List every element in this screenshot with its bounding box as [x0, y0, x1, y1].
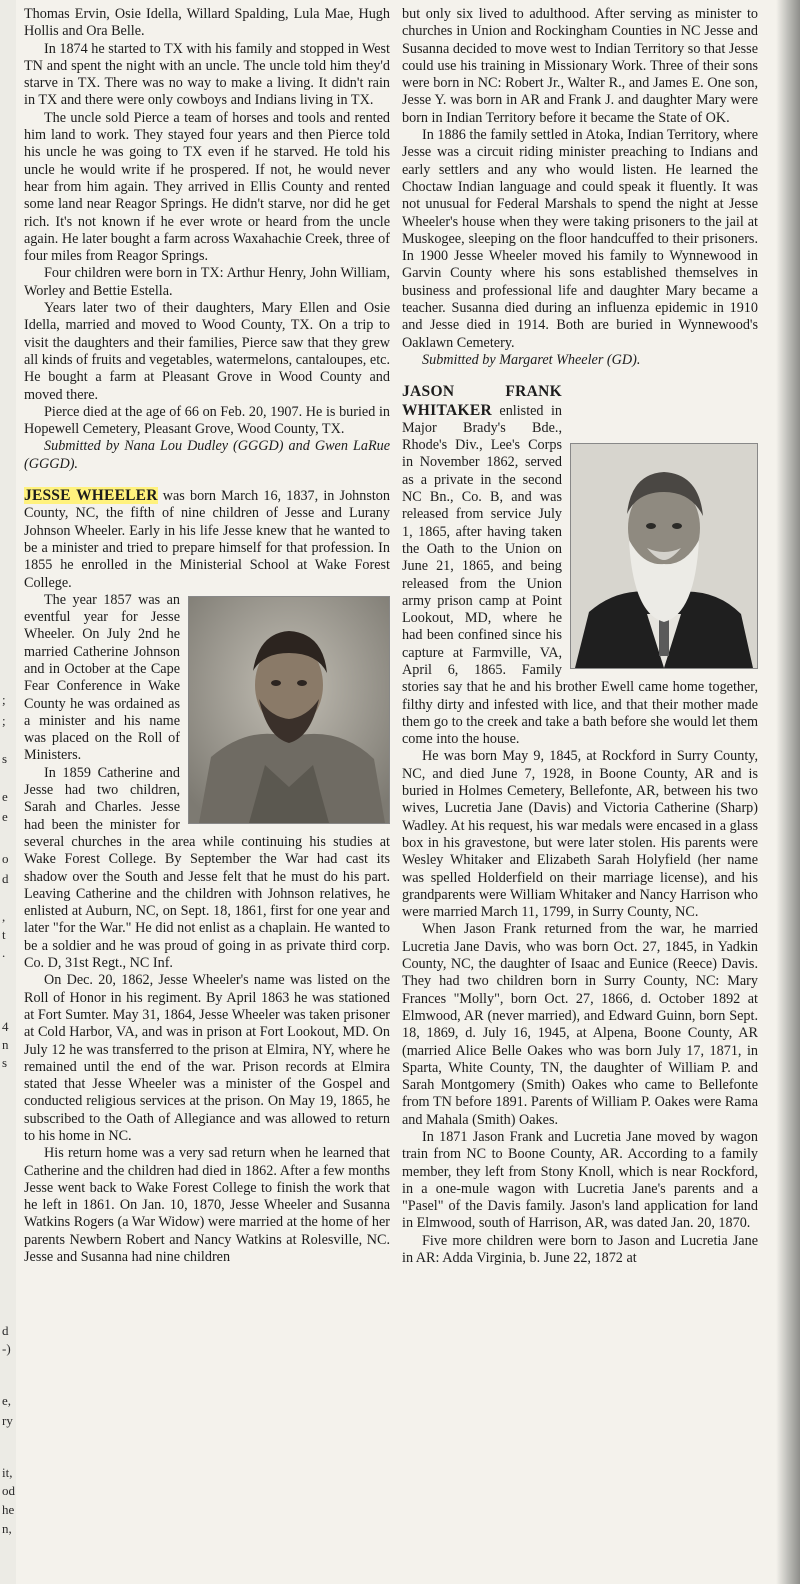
- right-column: [402, 6, 758, 1267]
- left-edge-margin: [0, 0, 16, 1584]
- edge-fragment: t: [2, 927, 6, 942]
- paragraph: The uncle sold Pierce a team of horses and tools and rented him land to work. They stayed four years and then Pierce told his uncle he was going to TX even if he starved. He told his uncle he would write if he prospered. If not, he would never hear from him again. They arrived in Ellis County and rented some land near Reagor Springs. He didn't starve, nor did he get rich. It's not known if he ever wrote or heard from the uncle again. He later bought a farm across Waxahachie Creek, three of four miles from Reagor Springs.: [24, 109, 390, 265]
- edge-fragment: e,: [2, 1393, 12, 1408]
- portrait-photo-jesse-wheeler: [188, 596, 390, 824]
- edge-fragment: d: [2, 871, 9, 886]
- paragraph: Years later two of their daughters, Mary Ellen and Osie Idella, married and moved to Wood County, TX. On a trip to visit the daughters and their families, Pierce saw that they grew all kinds of fruits and vegetables, watermelons, cantaloupes, etc. He bought a farm at Pleasant Grove in Wood County and moved there.: [24, 300, 390, 403]
- bio-intro-text: was born March 16, 1837, in Johnston County, NC, the fifth of nine children of Jesse and Lurany Johnson Wheeler. Early in his life Jesse knew that he wanted to be a minister and tried to prepare himself for that profession. In 1855 he enrolled in the Ministerial School at Wake Forest College.: [24, 488, 390, 591]
- paragraph: On Dec. 20, 1862, Jesse Wheeler's name was listed on the Roll of Honor in his regiment. By April 1863 he was stationed at Fort Sumter. May 31, 1864, Jesse Wheeler was taken prisoner at Cold Harbor, VA, and was in prison at Fort Lookout, MD. On July 12 he was transferred to the prison at Elmira, NY, where he remained until the end of the war. Prison records at Elmira stated that Jesse Wheeler was a minister of the Gospel and conducted religious services at the prison. On May 19, 1865, he subscribed to the Oath of Allegiance and was allowed to return to his home in NC.: [24, 972, 390, 1144]
- page-gutter-shadow: [776, 0, 800, 1584]
- paragraph: Thomas Ervin, Osie Idella, Willard Spalding, Lula Mae, Hugh Hollis and Ora Belle.: [24, 6, 390, 40]
- edge-fragment: n: [2, 1037, 9, 1052]
- edge-fragment: -): [2, 1341, 11, 1356]
- edge-fragment: ,: [2, 909, 6, 924]
- edge-fragment: ;: [2, 713, 6, 728]
- edge-fragment: n,: [2, 1521, 12, 1536]
- edge-fragment: e: [2, 789, 8, 804]
- highlighted-name: JESSE WHEELER: [24, 487, 158, 505]
- bio-entry-jesse-wheeler: [24, 487, 390, 592]
- paragraph: In 1874 he started to TX with his family and stopped in West TN and spent the night with an uncle. The uncle told him they'd starve in TX. There was no way to make a living. It didn't rain in TX and there were only cowboys and Indians living in TX.: [24, 40, 390, 109]
- edge-fragment: ;: [2, 692, 6, 707]
- paragraph: Five more children were born to Jason and Lucretia Jane in AR: Adda Virginia, b. June 22, 1872 at: [402, 1232, 758, 1267]
- left-column: [24, 6, 390, 1266]
- bio-intro-text: enlisted in Major Brady's Bde., Rhode's Div., Lee's Corps in November 1862, served as a private in the second NC Bn., Co. B, and was released from service July 1, 1865, after having taken the Oath to the Union on June 21, 1865, and being released from the Union army prison camp at Point Lookout, MD, where he had been confined since his capture at Farmville, VA, April 6, 1865. Family stories say that he and his brother Ewell came home together, filthy dirty and infested with lice, and that their mother made them go to the creek and take a bath before she would let them come into the house.: [402, 402, 758, 748]
- edge-fragment: o: [2, 851, 9, 866]
- edge-fragment: 4: [2, 1019, 9, 1034]
- portrait-illustration: [571, 444, 757, 668]
- edge-fragment: e: [2, 809, 8, 824]
- edge-fragment: .: [2, 945, 6, 960]
- paragraph: In 1886 the family settled in Atoka, Indian Territory, where Jesse was a circuit riding minister preaching to Indians and early settlers and any who would listen. He learned the Choctaw Indian language and could speak it fluently. It was not unusual for Federal Marshals to spend the night at Jesse Wheeler's house when they were taking prisoners to the jail at Muskogee, sleeping on the floor handcuffed to their prisoners. In 1900 Jesse Wheeler moved his family to Wynnewood in Garvin County where his sons established themselves in business and professional life and daughter Mary became a teacher. Susanna died during an influenza epidemic in 1910 and Jesse died in 1914. Both are buried in Wynnewood's Oaklawn Cemetery.: [402, 127, 758, 351]
- edge-fragment: ry: [2, 1413, 13, 1428]
- paragraph: His return home was a very sad return when he learned that Catherine and the children had died in 1862. After a few months Jesse went back to Wake Forest College to finish the work that he left in 1861. On Jan. 10, 1870, Jesse Wheeler and Susanna Watkins Rogers (a War Widow) were married at the home of her parents Newbern Robert and Nancy Watkins at Rolesville, NC. Jesse and Susanna had nine children: [24, 1145, 390, 1266]
- paragraph: Four children were born in TX: Arthur Henry, John William, Worley and Bettie Estella.: [24, 265, 390, 299]
- portrait-illustration: [189, 597, 389, 823]
- portrait-photo-jason-whitaker: [570, 443, 758, 669]
- edge-fragment: d: [2, 1323, 9, 1338]
- edge-fragment: s: [2, 751, 8, 766]
- bio-name-heading: JASON FRANK WHITAKER: [402, 383, 562, 419]
- paragraph: In 1871 Jason Frank and Lucretia Jane moved by wagon train from NC to Boone County, AR. According to a family member, they left from Stony Knoll, which is near Rockford, in a one-mule wagon with Lucretia Jane's parents and a "Pasel" of the Davis family. Jason's land application for land in Elmwood, south of Harrison, AR, was dated Jan. 20, 1870.: [402, 1129, 758, 1232]
- paragraph: Pierce died at the age of 66 on Feb. 20, 1907. He is buried in Hopewell Cemetery, Pleasant Grove, Wood County, TX.: [24, 403, 390, 438]
- edge-fragment: he: [2, 1502, 15, 1517]
- submission-credit: Submitted by Margaret Wheeler (GD).: [422, 351, 641, 368]
- paragraph: He was born May 9, 1845, at Rockford in Surry County, NC, and died June 7, 1928, in Boone County, AR and is buried in Holmes Cemetery, Bellefonte, AR, between his two wives, Lucretia Jane (Davis) and Victoria Catherine (Sharp) Wadley. At his request, his war medals were encased in a glass box in his gravestone, but were later stolen. His parents were Wesley Whitaker and Elizabeth Sarah Holyfield (her name was spelled Holderfield on their marriage license), and his grandparents were William Whitaker and Nancy Harrison who were married March 11, 1799, in Surry County, NC.: [402, 748, 758, 921]
- submission-credit: Submitted by Nana Lou Dudley (GGGD) and Gwen LaRue (GGGD).: [24, 438, 390, 472]
- edge-fragment: it,: [2, 1465, 13, 1480]
- edge-fragment: s: [2, 1055, 8, 1070]
- paragraph: but only six lived to adulthood. After serving as minister to churches in Union and Rockingham Counties in NC Jesse and Susanna decided to move west to Indian Territory so that Jesse could use his training in Missionary Work. Three of their sons were born in NC: Robert Jr., Walter R., and James E. One son, Jesse Y. was born in AR and Frank J. and daughter Mary were born in Indian Territory before it became the State of OK.: [402, 6, 758, 126]
- paragraph: The year 1857 was an eventful year for Jesse Wheeler. On July 2nd he married Catherine Johnson and in October at the Cape Fear Conference in Wake County he was ordained as a minister and his name was placed on the Roll of Ministers.: [24, 591, 180, 764]
- paragraph: In 1859 Catherine and Jesse had two children, Sarah and Charles. Jesse had been the minister for several churches in the area while continuing his studies at Wake Forest College. By September the War had cast its shadow over the South and Jesse felt that he must do his part. Leaving Catherine and the children with Johnson relatives, he enlisted at Auburn, NC, on Sept. 18, 1861, first for one year and later "for the War." He did not enlist as a chaplain. He wanted to be a soldier and he was proud of going in as private third corp. Co. D, 31st Regt., NC Inf.: [24, 764, 390, 972]
- edge-fragment: od: [2, 1483, 15, 1498]
- paragraph: When Jason Frank returned from the war, he married Lucretia Jane Davis, who was born Oct. 27, 1845, in Yadkin County, NC, the daughter of Isaac and Eunice (Reece) Davis. They had two children born in Surry County, NC: Mary Frances "Molly", born Oct. 27, 1866, d. October 1892 at Elmwood, AR (never married), and Edward Guinn, born Sept. 18, 1869, d. July 16, 1945, at Alpena, Boone County, AR (married Alice Belle Oakes who was born July 17, 1871, in Sparta, White County, TN, the daughter of William P. and Sarah Montgomery (Smith) Oakes who came to Bellefonte from TN before 1891. Parents of William P. Oakes were Rama and Mahala (Smith) Oakes.: [402, 921, 758, 1128]
